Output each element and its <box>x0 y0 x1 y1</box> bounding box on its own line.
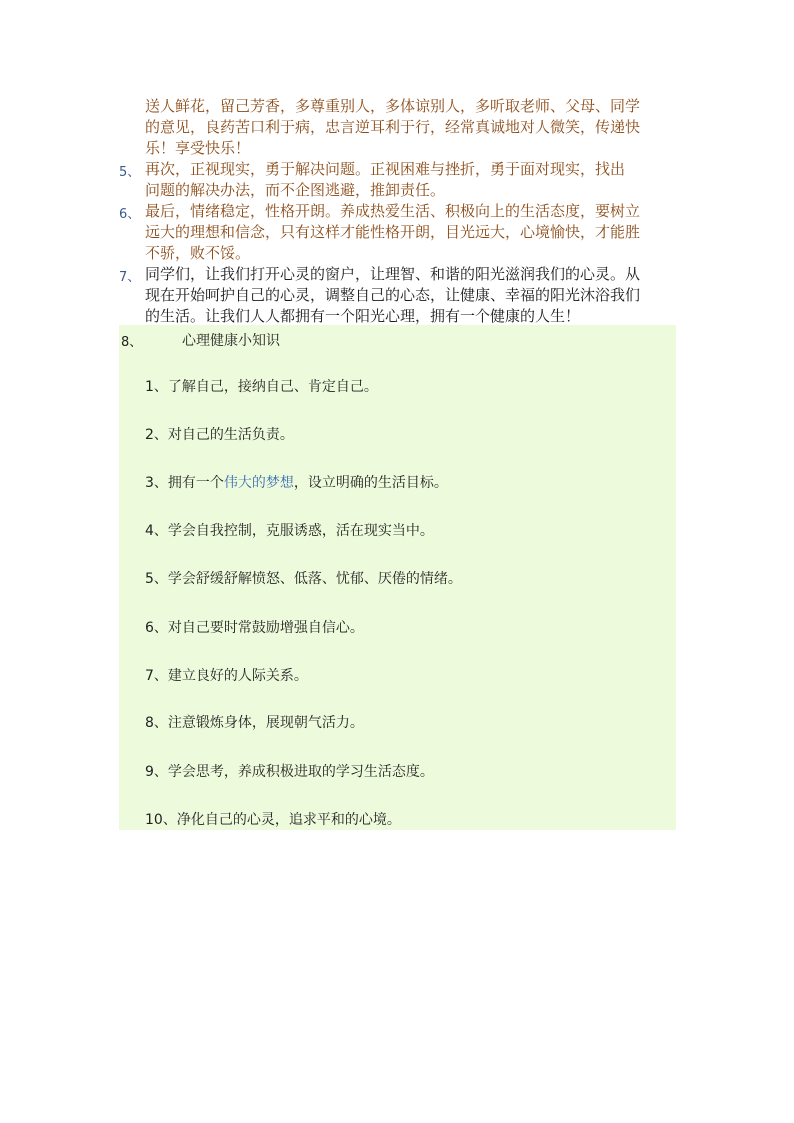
item-7-number: 7、 <box>119 270 141 285</box>
tip-item-3-rest: ，设立明确的生活目标。 <box>293 475 448 491</box>
tip-item-4: 4、学会自我控制，克服诱惑，活在现实当中。 <box>145 523 434 539</box>
tip-item-8: 8、注意锻炼身体，展现朝气活力。 <box>145 715 364 731</box>
great-dream-link[interactable]: 伟大的梦想 <box>223 475 294 491</box>
tip-item-1: 1、了解自己，接纳自己、肯定自己。 <box>145 379 378 395</box>
tip-item-2: 2、对自己的生活负责。 <box>145 427 294 443</box>
item-5-line-2: 问题的解决办法，而不企图逃避，推卸责任。 <box>145 181 446 199</box>
item-6-line-2: 远大的理想和信念，只有这样才能性格开朗，目光远大，心境愉快，才能胜 <box>145 223 641 241</box>
tips-title: 心理健康小知识 <box>182 333 280 349</box>
item-4-line-2: 的意见，良药苦口利于病，忠言逆耳利于行，经常真诚地对人微笑，传递快 <box>145 118 641 136</box>
item-6-line-3: 不骄，败不馁。 <box>145 244 251 262</box>
item-6-line-1: 最后，情绪稳定，性格开朗。养成热爱生活、积极向上的生活态度，要树立 <box>145 202 641 220</box>
mental-health-tips-box <box>119 325 676 830</box>
tip-item-5: 5、学会舒缓舒解愤怒、低落、忧郁、厌倦的情绪。 <box>145 571 462 587</box>
item-5-line-1: 再次，正视现实，勇于解决问题。正视困难与挫折，勇于面对现实，找出 <box>145 160 626 178</box>
tip-item-9: 9、学会思考，养成积极进取的学习生活态度。 <box>145 764 434 780</box>
tips-number: 8、 <box>121 335 143 350</box>
item-7-line-3: 的生活。让我们人人都拥有一个阳光心理，拥有一个健康的人生！ <box>145 307 581 325</box>
item-5-number: 5、 <box>119 165 141 180</box>
item-4-line-1: 送人鲜花，留己芳香，多尊重别人，多体谅别人，多听取老师、父母、同学 <box>145 97 641 115</box>
item-7-line-2: 现在开始呵护自己的心灵，调整自己的心态，让健康、幸福的阳光沐浴我们 <box>145 286 641 304</box>
item-6-number: 6、 <box>119 207 141 222</box>
tip-item-7: 7、建立良好的人际关系。 <box>145 668 308 684</box>
item-7-line-1: 同学们，让我们打开心灵的窗户，让理智、和谐的阳光滋润我们的心灵。从 <box>145 265 641 283</box>
tip-item-10: 10、净化自己的心灵，追求平和的心境。 <box>145 812 401 828</box>
tip-item-6: 6、对自己要时常鼓励增强自信心。 <box>145 620 364 636</box>
tip-item-3-prefix: 3、拥有一个 <box>145 475 224 491</box>
tip-item-3 <box>145 472 448 492</box>
item-4-line-3: 乐！享受快乐！ <box>145 139 251 157</box>
